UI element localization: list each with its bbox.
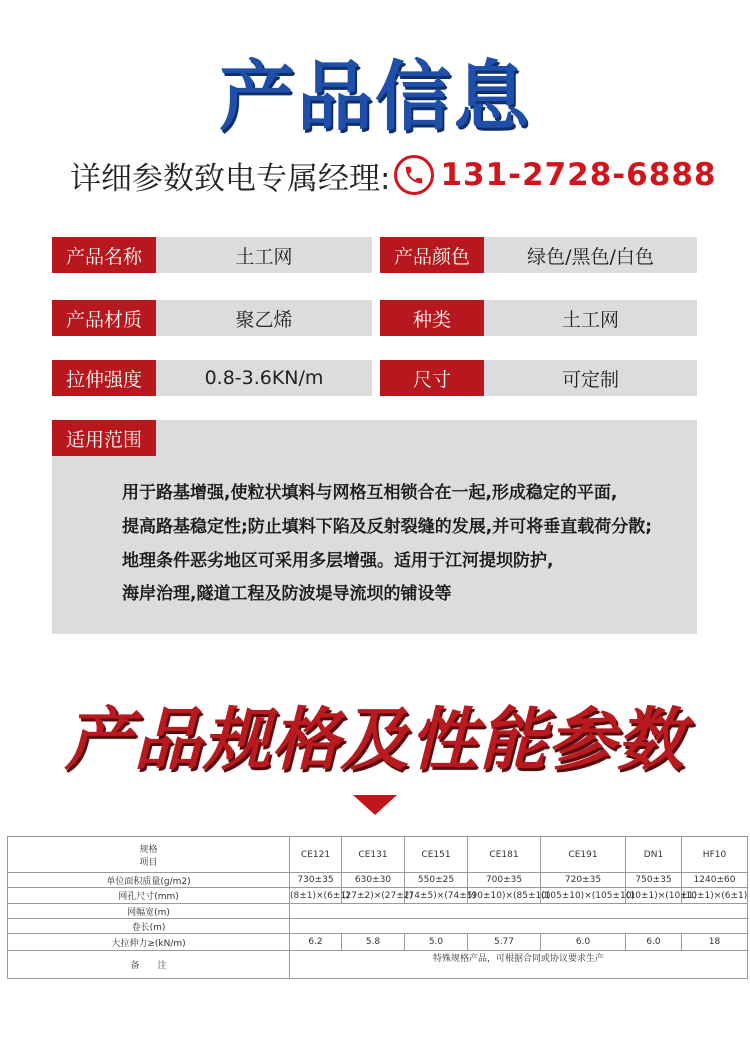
table-header-row [8, 837, 748, 873]
table-row [8, 919, 748, 934]
row-label: 单位面积质量(g/m2) [8, 873, 290, 888]
table-cell: (27±2)×(27±2) [342, 888, 405, 904]
table-row [8, 951, 748, 979]
table-cell: 1240±60 [682, 873, 748, 888]
table-cell: 6.0 [541, 934, 626, 951]
section-title: 产品规格及性能参数 [64, 701, 686, 780]
size-value: 可定制 [484, 360, 697, 396]
table-cell: 5.77 [468, 934, 541, 951]
model-cell: CE131 [342, 837, 405, 873]
scope-box [52, 420, 697, 634]
product-color-label: 产品颜色 [380, 237, 484, 273]
table-cell: 6.2 [290, 934, 342, 951]
table-cell: (105±10)×(105±10) [541, 888, 626, 904]
phone-number[interactable]: 131-2728-6888 [440, 157, 717, 193]
row-label: 网幅宽(m) [8, 904, 290, 919]
row-label: 网孔尺寸(mm) [8, 888, 290, 904]
table-cell: 630±30 [342, 873, 405, 888]
table-cell: 6.0 [626, 934, 682, 951]
model-cell: DN1 [626, 837, 682, 873]
contact-line [70, 152, 716, 198]
product-name-label: 产品名称 [52, 237, 156, 273]
table-cell: (8±1)×(6±1) [290, 888, 342, 904]
table-cell: 720±35 [541, 873, 626, 888]
contact-text: 详细参数致电专属经理: [70, 160, 391, 197]
tensile-strength-value: 0.8-3.6KN/m [156, 360, 372, 396]
table-cell: (74±5)×(74±5) [405, 888, 468, 904]
table-cell: (10±1)×(10±1) [626, 888, 682, 904]
scope-line: 提高路基稳定性;防止填料下陷及反射裂缝的发展,并可将垂直载荷分散; [122, 517, 653, 537]
table-cell: (10±1)×(6±1) [682, 888, 748, 904]
model-cell: CE151 [405, 837, 468, 873]
product-color-value: 绿色/黑色/白色 [484, 237, 697, 273]
table-cell: 5.8 [342, 934, 405, 951]
table-row [8, 873, 748, 888]
product-material-label: 产品材质 [52, 300, 156, 336]
scope-line: 海岸治理,隧道工程及防波堤导流坝的铺设等 [122, 584, 452, 604]
spec-table [7, 836, 748, 979]
row-label: 大拉伸力≥(kN/m) [8, 934, 290, 951]
model-cell: CE181 [468, 837, 541, 873]
table-cell: 550±25 [405, 873, 468, 888]
model-cell: CE121 [290, 837, 342, 873]
header-spec-text: 规格 [139, 844, 158, 855]
table-row [8, 904, 748, 919]
table-cell: 18 [682, 934, 748, 951]
table-cell: 5.0 [405, 934, 468, 951]
scope-line: 用于路基增强,使粒状填料与网格互相锁合在一起,形成稳定的平面, [122, 483, 618, 503]
table-cell: (90±10)×(85±10) [468, 888, 541, 904]
table-cell: 750±35 [626, 873, 682, 888]
page-title: 产品信息 [219, 52, 531, 141]
scope-line: 地理条件恶劣地区可采用多层增强。适用于江河提坝防护, [122, 551, 554, 571]
table-cell [290, 919, 748, 934]
table-row [8, 934, 748, 951]
table-row [8, 888, 748, 904]
model-cell: HF10 [682, 837, 748, 873]
tensile-strength-label: 拉伸强度 [52, 360, 156, 396]
table-header-cell [8, 837, 290, 873]
product-name-value: 土工网 [156, 237, 372, 273]
phone-icon [394, 155, 434, 195]
scope-label: 适用范围 [52, 420, 156, 456]
header-item-text: 项目 [139, 857, 158, 868]
info-row-3 [52, 360, 697, 396]
model-cell: CE191 [541, 837, 626, 873]
product-kind-value: 土工网 [484, 300, 697, 336]
size-label: 尺寸 [380, 360, 484, 396]
table-cell [290, 904, 748, 919]
arrow-down-icon [353, 795, 397, 815]
remark-value: 特殊规格产品，可根据合同或协议要求生产 [290, 951, 748, 979]
product-kind-label: 种类 [380, 300, 484, 336]
remark-label: 备 注 [8, 951, 290, 979]
info-row-2 [52, 300, 697, 336]
info-row-1 [52, 237, 697, 273]
table-cell: 700±35 [468, 873, 541, 888]
table-cell: 730±35 [290, 873, 342, 888]
row-label: 卷长(m) [8, 919, 290, 934]
product-material-value: 聚乙烯 [156, 300, 372, 336]
